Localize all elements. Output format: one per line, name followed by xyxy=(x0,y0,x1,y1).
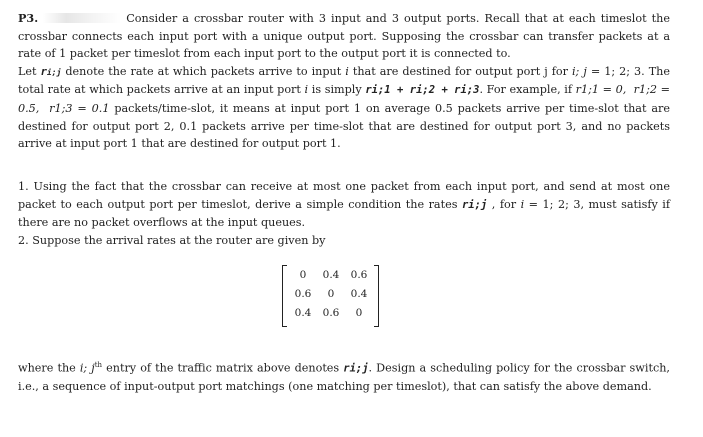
question-1: 1. Using the fact that the crossbar can receive at most one packet from each input port, and send at most one packet to each output port per timeslot, derive a simple condition the rates ri;j , for i = 1; 2; 3, must satisfy if there are no packet overflows at the input queues. xyxy=(18,180,671,230)
matrix-cell: 0 xyxy=(299,269,307,281)
matrix-cell: 0.6 xyxy=(294,288,312,300)
matrix-cell: 0.6 xyxy=(322,307,340,319)
matrix-cell: 0.4 xyxy=(294,307,312,319)
example-r13: r1;3 = 0.1 xyxy=(49,101,110,115)
matrix-cell: 0.4 xyxy=(350,288,368,300)
matrix-row xyxy=(290,286,372,303)
example-r11: r1;1 = 0, xyxy=(575,83,627,97)
problem-label: P3. xyxy=(18,11,39,25)
closing-paragraph: where the i; $j^{th}$ entry of the traffic matrix above denotes ri;j. Design a scheduling policy for the crossbar switch, i.e., a sequence of input-output port matchings (one matching per timeslot), that can satisfy the above demand. xyxy=(18,361,670,394)
matrix-cell: 0.4 xyxy=(322,269,340,281)
questions xyxy=(18,178,670,249)
traffic-matrix xyxy=(282,265,379,327)
rate-symbol: r xyxy=(40,65,47,78)
problem-intro xyxy=(18,10,670,153)
example-r12: r1;2 = 0.5, xyxy=(18,83,670,115)
question-2: 2. Suppose the arrival rates at the router are given by xyxy=(18,233,326,247)
matrix-cell: 0.6 xyxy=(350,269,368,281)
matrix-right-bracket xyxy=(374,265,379,327)
matrix-row xyxy=(290,267,372,284)
rate-definition: Let ri;j denote the rate at which packets arrive to input i that are destined for output port j for i; j = 1; 2; 3. The total rate at which packets arrive at an input port i is simply ri;1 + ri;2 + ri;3. For example, if r1;1 = 0, r1;2 = 0.5, r1;3 = 0.1 packets/time-slot, it means at input port 1 on average 0.5 packets arrive per time-slot that are destined for output port 2, 0.1 packets arrive per time-slot that are destined for output port 3, and no packets arrive at input port 1 that are destined for output port 1. xyxy=(18,64,670,151)
matrix-row xyxy=(290,305,372,322)
intro-text: Consider a crossbar router with 3 input and 3 output ports. Recall that at each timeslot the crossbar connects each input port with a unique output port. Supposing the crossbar can transfer packets at a rate of 1 packet per timeslot from each input port to the output port it is connected to. xyxy=(18,12,670,61)
matrix-cell: 0 xyxy=(327,288,335,300)
sum-expression: ri;1 + ri;2 + ri;3 xyxy=(365,84,480,97)
matrix-left-bracket xyxy=(282,265,287,327)
redacted-author xyxy=(43,13,121,23)
matrix-cell: 0 xyxy=(355,307,363,319)
